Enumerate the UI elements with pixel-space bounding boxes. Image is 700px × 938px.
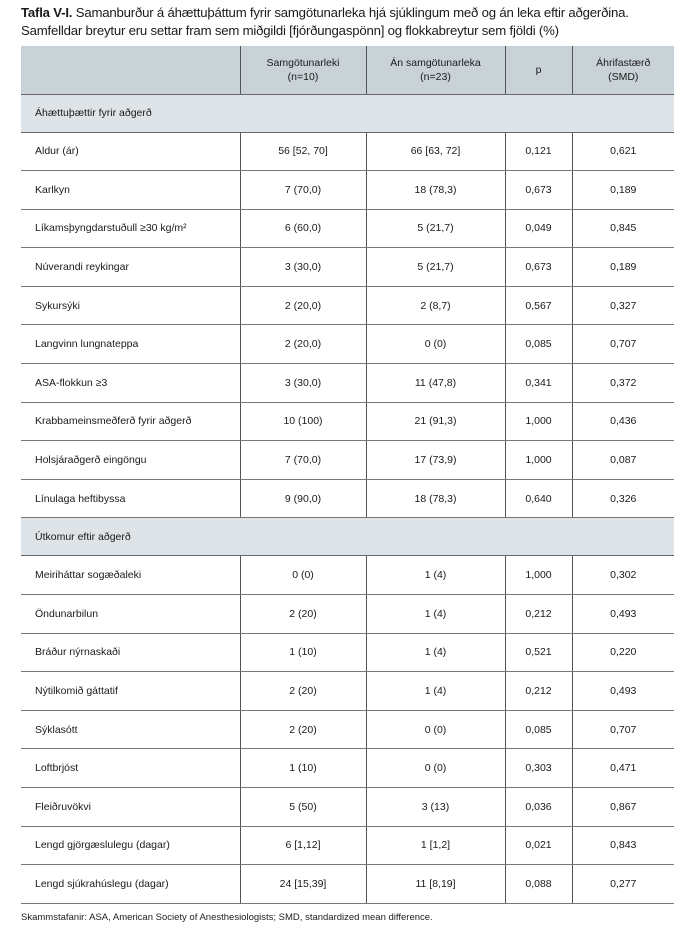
header-label: Áhrifastærð	[596, 56, 651, 69]
with-leak-value: 1 (10)	[240, 633, 366, 672]
table-row	[21, 826, 674, 865]
without-leak-value: 1 (4)	[366, 556, 505, 595]
without-leak-value: 18 (78,3)	[366, 171, 505, 210]
p-value: 0,640	[505, 479, 572, 518]
caption-line-1: Samanburður á áhættuþáttum fyrir samgötunarleka hjá sjúklingum með og án leka eftir aðgerðina.	[75, 5, 629, 20]
row-label: Karlkyn	[21, 171, 240, 210]
row-label: ASA-flokkun ≥3	[21, 364, 240, 403]
row-label: Meiriháttar sogæðaleki	[21, 556, 240, 595]
with-leak-value: 9 (90,0)	[240, 479, 366, 518]
table-caption	[21, 4, 691, 40]
row-label: Núverandi reykingar	[21, 248, 240, 287]
row-label: Lengd gjörgæslulegu (dagar)	[21, 826, 240, 865]
table-row	[21, 865, 674, 904]
without-leak-value: 1 (4)	[366, 633, 505, 672]
without-leak-value: 3 (13)	[366, 788, 505, 827]
without-leak-value: 1 [1,2]	[366, 826, 505, 865]
without-leak-value: 0 (0)	[366, 325, 505, 364]
p-value: 0,673	[505, 248, 572, 287]
p-value: 0,341	[505, 364, 572, 403]
table-row	[21, 556, 674, 595]
with-leak-value: 3 (30,0)	[240, 248, 366, 287]
table-row	[21, 788, 674, 827]
table-row	[21, 441, 674, 480]
without-leak-value: 0 (0)	[366, 710, 505, 749]
smd-value: 0,471	[572, 749, 674, 788]
with-leak-value: 7 (70,0)	[240, 171, 366, 210]
footnote: Skammstafanir: ASA, American Society of Anesthesiologists; SMD, standardized mean difference.	[21, 912, 433, 923]
row-label: Holsjáraðgerð eingöngu	[21, 441, 240, 480]
table-row	[21, 171, 674, 210]
row-label: Línulaga heftibyssa	[21, 479, 240, 518]
with-leak-value: 56 [52, 70]	[240, 132, 366, 171]
header-n: (SMD)	[608, 70, 639, 83]
section-row	[21, 94, 674, 132]
table-row	[21, 710, 674, 749]
table-row	[21, 286, 674, 325]
smd-value: 0,302	[572, 556, 674, 595]
without-leak-value: 2 (8,7)	[366, 286, 505, 325]
p-value: 0,212	[505, 672, 572, 711]
header-label: Samgötunarleki	[266, 56, 340, 69]
p-value: 0,303	[505, 749, 572, 788]
header-row	[21, 46, 674, 94]
table-row	[21, 209, 674, 248]
p-value: 0,673	[505, 171, 572, 210]
with-leak-value: 2 (20)	[240, 595, 366, 634]
with-leak-value: 2 (20)	[240, 710, 366, 749]
table-row	[21, 595, 674, 634]
table-row	[21, 749, 674, 788]
table-label: Tafla V-I.	[21, 5, 73, 20]
smd-value: 0,189	[572, 248, 674, 287]
without-leak-value: 11 (47,8)	[366, 364, 505, 403]
table-row	[21, 325, 674, 364]
without-leak-value: 1 (4)	[366, 595, 505, 634]
smd-value: 0,220	[572, 633, 674, 672]
without-leak-value: 18 (78,3)	[366, 479, 505, 518]
smd-value: 0,326	[572, 479, 674, 518]
section-title: Áhættuþættir fyrir aðgerð	[21, 94, 674, 132]
header-with-leak	[240, 46, 366, 94]
without-leak-value: 5 (21,7)	[366, 248, 505, 287]
smd-value: 0,845	[572, 209, 674, 248]
with-leak-value: 6 [1,12]	[240, 826, 366, 865]
smd-value: 0,372	[572, 364, 674, 403]
smd-value: 0,327	[572, 286, 674, 325]
header-label: Án samgötunarleka	[390, 56, 481, 69]
p-value: 0,036	[505, 788, 572, 827]
without-leak-value: 66 [63, 72]	[366, 132, 505, 171]
header-without-leak	[366, 46, 505, 94]
row-label: Fleiðruvökvi	[21, 788, 240, 827]
with-leak-value: 6 (60,0)	[240, 209, 366, 248]
smd-value: 0,087	[572, 441, 674, 480]
table-row	[21, 132, 674, 171]
smd-value: 0,277	[572, 865, 674, 904]
table-row	[21, 633, 674, 672]
p-value: 0,085	[505, 710, 572, 749]
header-n: (n=10)	[287, 70, 319, 83]
smd-value: 0,493	[572, 672, 674, 711]
p-value: 0,121	[505, 132, 572, 171]
section-title: Útkomur eftir aðgerð	[21, 518, 674, 556]
p-value: 0,521	[505, 633, 572, 672]
row-label: Sýklasótt	[21, 710, 240, 749]
p-value: 1,000	[505, 441, 572, 480]
header-empty	[21, 46, 240, 94]
p-value: 1,000	[505, 402, 572, 441]
with-leak-value: 10 (100)	[240, 402, 366, 441]
with-leak-value: 1 (10)	[240, 749, 366, 788]
p-value: 0,085	[505, 325, 572, 364]
smd-value: 0,843	[572, 826, 674, 865]
smd-value: 0,436	[572, 402, 674, 441]
without-leak-value: 17 (73,9)	[366, 441, 505, 480]
with-leak-value: 3 (30,0)	[240, 364, 366, 403]
smd-value: 0,707	[572, 710, 674, 749]
caption-line-2: Samfelldar breytur eru settar fram sem miðgildi [fjórðungaspönn] og flokkabreytur sem fjöldi (%)	[21, 23, 559, 38]
section-row	[21, 518, 674, 556]
smd-value: 0,621	[572, 132, 674, 171]
without-leak-value: 1 (4)	[366, 672, 505, 711]
header-n: (n=23)	[420, 70, 451, 83]
row-label: Sykursýki	[21, 286, 240, 325]
with-leak-value: 0 (0)	[240, 556, 366, 595]
with-leak-value: 5 (50)	[240, 788, 366, 827]
p-value: 0,049	[505, 209, 572, 248]
header-p: p	[505, 46, 572, 94]
row-label: Loftbrjóst	[21, 749, 240, 788]
with-leak-value: 7 (70,0)	[240, 441, 366, 480]
with-leak-value: 2 (20,0)	[240, 286, 366, 325]
row-label: Bráður nýrnaskaði	[21, 633, 240, 672]
with-leak-value: 2 (20)	[240, 672, 366, 711]
table-row	[21, 672, 674, 711]
row-label: Lengd sjúkrahúslegu (dagar)	[21, 865, 240, 904]
smd-value: 0,493	[572, 595, 674, 634]
table-row	[21, 479, 674, 518]
without-leak-value: 11 [8,19]	[366, 865, 505, 904]
row-label: Öndunarbilun	[21, 595, 240, 634]
p-value: 1,000	[505, 556, 572, 595]
p-value: 0,212	[505, 595, 572, 634]
table-row	[21, 248, 674, 287]
table-row	[21, 402, 674, 441]
row-label: Langvinn lungnateppa	[21, 325, 240, 364]
p-value: 0,567	[505, 286, 572, 325]
with-leak-value: 2 (20,0)	[240, 325, 366, 364]
table-row	[21, 364, 674, 403]
p-value: 0,021	[505, 826, 572, 865]
with-leak-value: 24 [15,39]	[240, 865, 366, 904]
row-label: Aldur (ár)	[21, 132, 240, 171]
without-leak-value: 21 (91,3)	[366, 402, 505, 441]
p-value: 0,088	[505, 865, 572, 904]
smd-value: 0,867	[572, 788, 674, 827]
without-leak-value: 0 (0)	[366, 749, 505, 788]
smd-value: 0,707	[572, 325, 674, 364]
header-smd	[572, 46, 674, 94]
smd-value: 0,189	[572, 171, 674, 210]
row-label: Nýtilkomið gáttatif	[21, 672, 240, 711]
row-label: Líkamsþyngdarstuðull ≥30 kg/m²	[21, 209, 240, 248]
row-label: Krabbameinsmeðferð fyrir aðgerð	[21, 402, 240, 441]
without-leak-value: 5 (21,7)	[366, 209, 505, 248]
data-table	[21, 46, 674, 904]
